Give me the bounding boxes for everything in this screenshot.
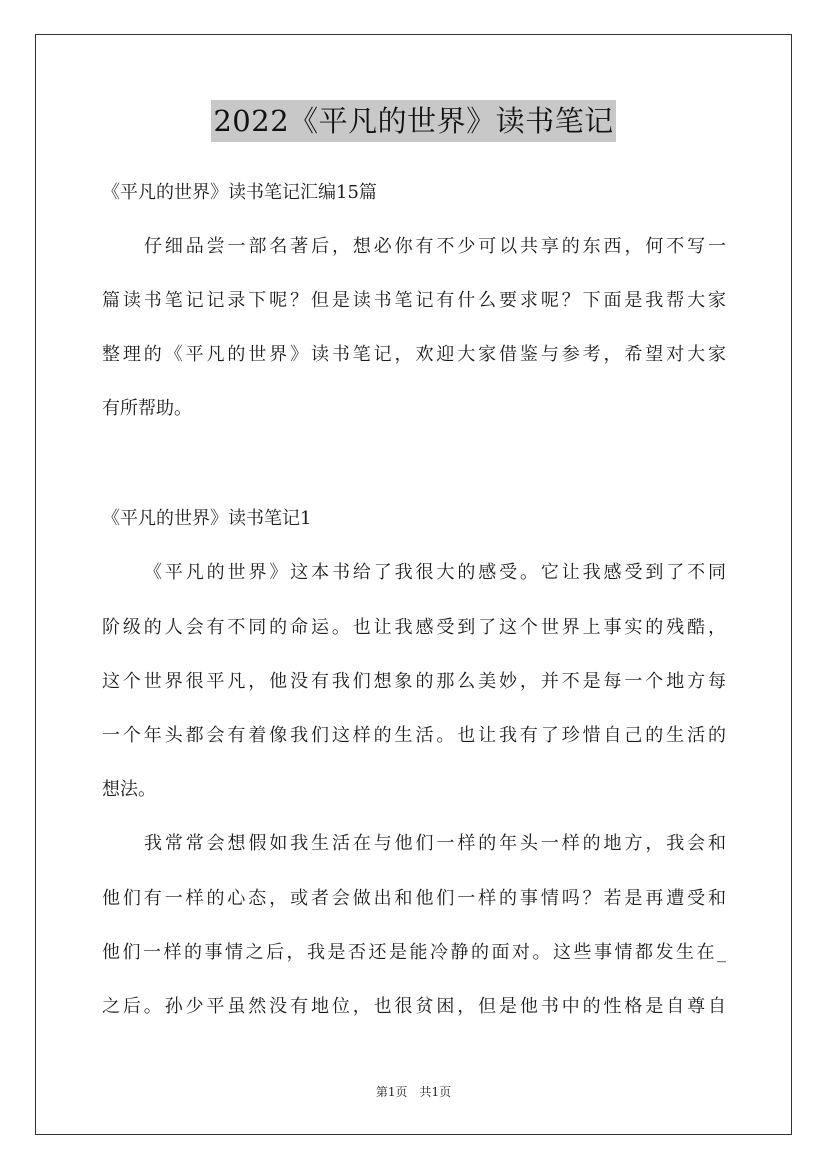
intro-line-2: 篇读书笔记记录下呢？但是读书笔记有什么要求呢？下面是我帮大家 [102, 290, 726, 311]
para2-line-4: 之后。孙少平虽然没有地位，也很贫困，但是他书中的性格是自尊自 [102, 996, 726, 1017]
para1-line-4: 一个年头都会有着像我们这样的生活。也让我有了珍惜自己的生活的 [102, 725, 726, 746]
intro-line-1: 仔细品尝一部名著后，想必你有不少可以共享的东西，何不写一 [144, 236, 726, 257]
para2-line-2: 他们有一样的心态，或者会做出和他们一样的事情吗？若是再遭受和 [102, 888, 726, 909]
para1-line-1: 《平凡的世界》这本书给了我很大的感受。它让我感受到了不同 [144, 562, 726, 583]
intro-line-3: 整理的《平凡的世界》读书笔记，欢迎大家借鉴与参考，希望对大家 [102, 344, 726, 365]
document-title: 2022《平凡的世界》读书笔记 [211, 100, 615, 142]
document-subtitle: 《平凡的世界》读书笔记汇编15篇 [102, 182, 377, 203]
para1-line-5: 想法。 [102, 779, 156, 800]
para1-line-3: 这个世界很平凡，他没有我们想象的那么美妙，并不是每一个地方每 [102, 671, 726, 692]
para2-line-3: 他们一样的事情之后，我是否还是能冷静的面对。这些事情都发生在_ [102, 942, 726, 963]
para1-line-2: 阶级的人会有不同的命运。也让我感受到了这个世界上事实的残酷， [102, 617, 726, 638]
intro-line-4: 有所帮助。 [102, 398, 192, 419]
page-footer: 第1页 共1页 [375, 1085, 452, 1099]
section-heading: 《平凡的世界》读书笔记1 [102, 508, 312, 529]
para2-line-1: 我常常会想假如我生活在与他们一样的年头一样的地方，我会和 [144, 833, 726, 854]
title-container [0, 100, 827, 142]
